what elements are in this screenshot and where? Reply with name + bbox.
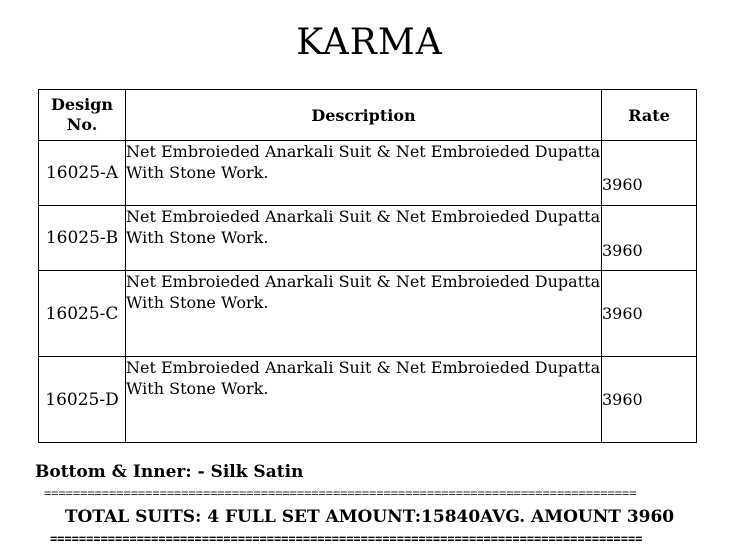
totals-summary: TOTAL SUITS: 4 FULL SET AMOUNT:15840AVG. AMOUNT 3960 <box>64 507 675 527</box>
rate-header: Rate <box>602 90 697 141</box>
description-cell: Net Embroieded Anarkali Suit & Net Embroieded Dupatta With Stone Work. <box>126 141 602 206</box>
table-row <box>39 271 697 357</box>
divider-bottom: ================================================================================== <box>50 532 643 546</box>
design-no-header <box>39 90 126 141</box>
description-cell: Net Embroieded Anarkali Suit & Net Embroieded Dupatta With Stone Work. <box>126 206 602 271</box>
table-row <box>39 206 697 271</box>
table-header-row <box>39 90 697 141</box>
rate-cell: 3960 <box>602 271 697 357</box>
bottom-inner-note: Bottom & Inner: - Silk Satin <box>35 462 304 482</box>
rate-cell: 3960 <box>602 357 697 443</box>
description-header: Description <box>126 90 602 141</box>
divider-top: ================================================================================== <box>44 486 637 500</box>
design-no-cell: 16025-B <box>39 206 126 271</box>
table-row <box>39 357 697 443</box>
rate-cell: 3960 <box>602 141 697 206</box>
rate-table <box>38 89 697 443</box>
design-header-line2: No. <box>66 115 98 134</box>
description-cell: Net Embroieded Anarkali Suit & Net Embroieded Dupatta With Stone Work. <box>126 357 602 443</box>
design-no-cell: 16025-D <box>39 357 126 443</box>
rate-cell: 3960 <box>602 206 697 271</box>
page-title: KARMA <box>296 22 443 63</box>
description-cell: Net Embroieded Anarkali Suit & Net Embroieded Dupatta With Stone Work. <box>126 271 602 357</box>
design-no-cell: 16025-C <box>39 271 126 357</box>
design-header-line1: Design <box>51 95 113 114</box>
design-no-cell: 16025-A <box>39 141 126 206</box>
table-row <box>39 141 697 206</box>
